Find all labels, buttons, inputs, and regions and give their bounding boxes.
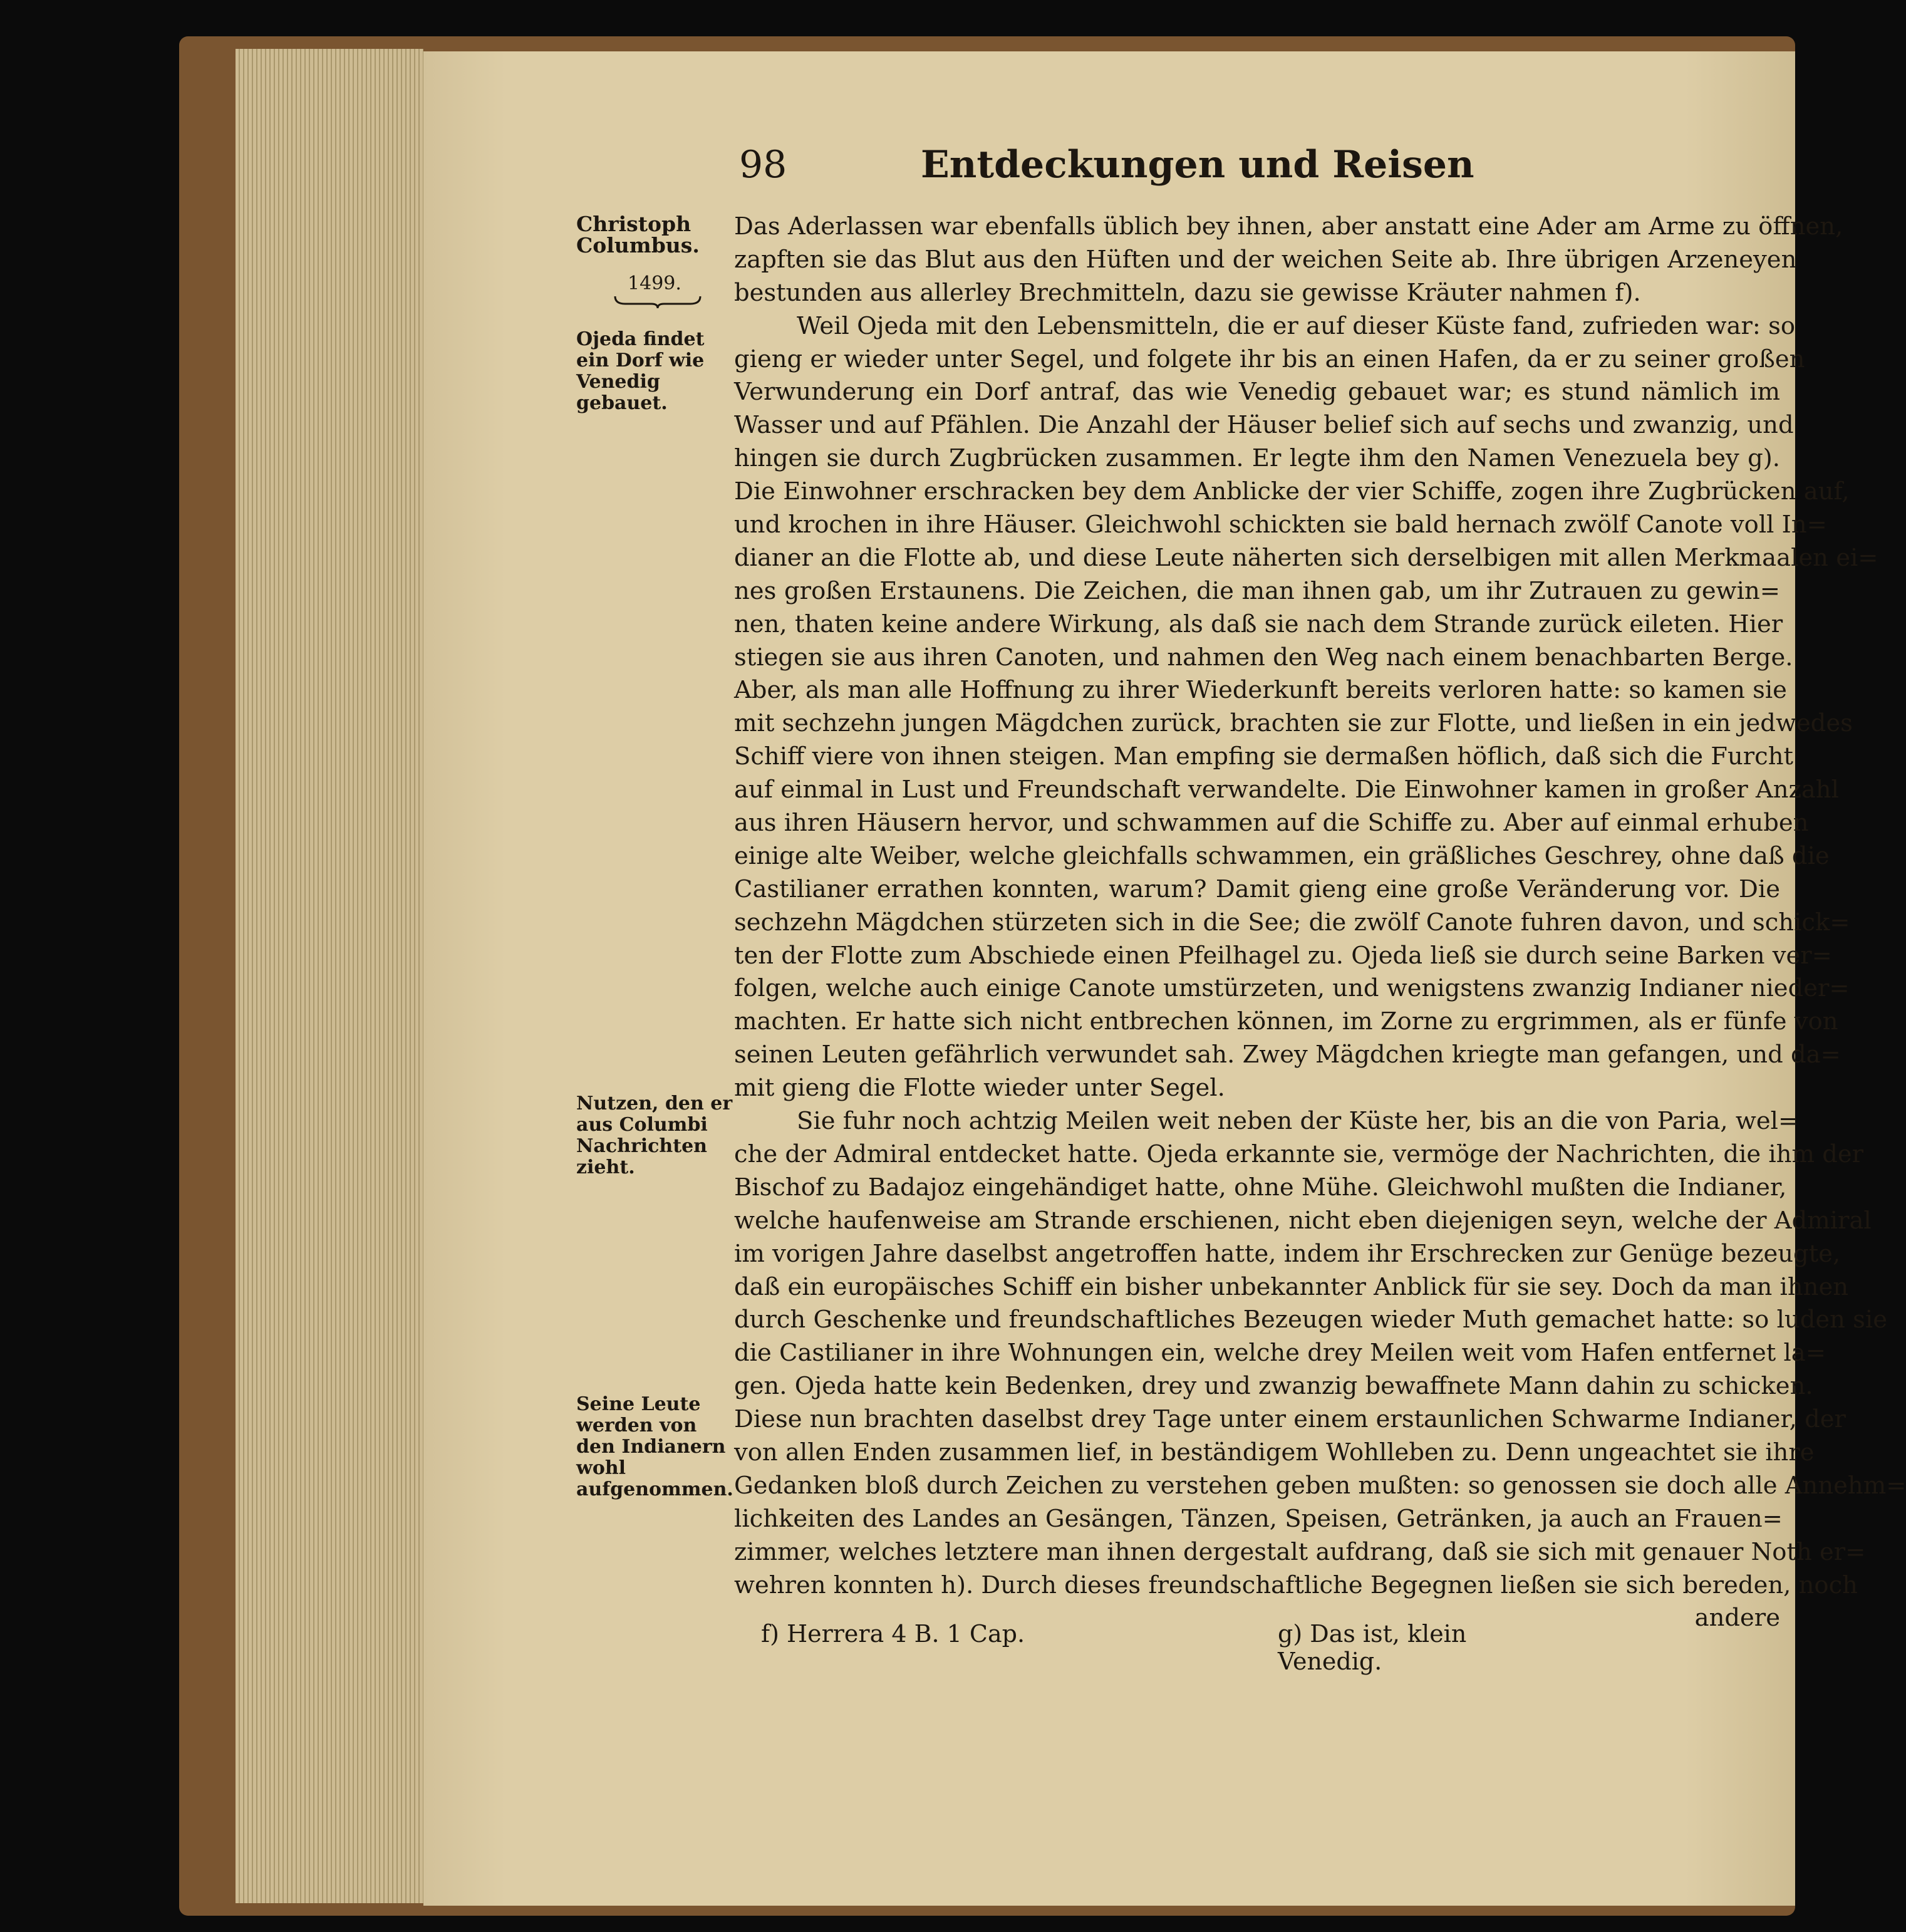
text-line: folgen, welche auch einige Canote umstürzeten, und wenigstens zwanzig Indianer nieder= xyxy=(734,974,1850,1003)
catchword: andere xyxy=(1694,1604,1780,1633)
text-line: dianer an die Flotte ab, und diese Leute näherten sich derselbigen mit allen Merkmaalen ei= xyxy=(734,543,1878,572)
text-line: stiegen sie aus ihren Canoten, und nahmen den Weg nach einem benachbarten Berge. xyxy=(734,643,1793,672)
footnote-g: g) Das ist, klein Venedig. xyxy=(1278,1620,1467,1675)
text-line: Castilianer errathen konnten, warum? Damit gieng eine große Veränderung vor. Die xyxy=(734,875,1780,903)
text-line: gieng er wieder unter Segel, und folgete ihr bis an einen Hafen, da er zu seiner großen xyxy=(734,345,1805,373)
margin-year xyxy=(576,273,733,310)
text-line: che der Admiral entdecket hatte. Ojeda erkannte sie, vermöge der Nachrichten, die ihm der xyxy=(734,1140,1864,1168)
text-line: Die Einwohner erschracken bey dem Anblicke der vier Schiffe, zogen ihre Zugbrücken auf, xyxy=(734,477,1850,506)
margin-year-text: 1499. xyxy=(628,273,681,294)
text-line: wehren konnten h). Durch dieses freundschaftliche Begegnen ließen sie sich bereden, noch xyxy=(734,1571,1858,1599)
brace-icon xyxy=(614,295,702,309)
text-line: von allen Enden zusammen lief, in beständigem Wohlleben zu. Denn ungeachtet sie ihre xyxy=(734,1438,1815,1467)
text-line: Das Aderlassen war ebenfalls üblich bey ihnen, aber anstatt eine Ader am Arme zu öffnen, xyxy=(734,212,1843,241)
text-line: daß ein europäisches Schiff ein bisher unbekannter Anblick für sie sey. Doch da man ihnen xyxy=(734,1272,1849,1301)
text-line: mit sechzehn jungen Mägdchen zurück, brachten sie zur Flotte, und ließen in ein jedwedes xyxy=(734,709,1853,738)
text-line: einige alte Weiber, welche gleichfalls schwammen, ein gräßliches Geschrey, ohne daß die xyxy=(734,841,1830,870)
footnote-f: f) Herrera 4 B. 1 Cap. xyxy=(761,1620,1025,1648)
text-line: Diese nun brachten daselbst drey Tage unter einem erstaunlichen Schwarme Indianer, der xyxy=(734,1405,1846,1434)
page-edges xyxy=(236,49,423,1903)
text-line: bestunden aus allerley Brechmitteln, dazu sie gewisse Kräuter nahmen f). xyxy=(734,278,1641,307)
text-line: Bischof zu Badajoz eingehändiget hatte, ohne Mühe. Gleichwohl mußten die Indianer, xyxy=(734,1173,1787,1202)
page-number: 98 xyxy=(739,143,787,187)
text-line: zimmer, welches letztere man ihnen dergestalt aufdrang, daß sie sich mit genauer Noth er= xyxy=(734,1537,1866,1566)
text-line: Verwunderung ein Dorf antraf, das wie Venedig gebauet war; es stund nämlich im xyxy=(734,378,1780,407)
text-line: die Castilianer in ihre Wohnungen ein, welche drey Meilen weit vom Hafen entfernet la= xyxy=(734,1339,1826,1368)
text-line: ten der Flotte zum Abschiede einen Pfeilhagel zu. Ojeda ließ sie durch seine Barken ver= xyxy=(734,941,1832,970)
text-line: Sie fuhr noch achtzig Meilen weit neben der Küste her, bis an die von Paria, wel= xyxy=(797,1107,1799,1136)
running-title: Entdeckungen und Reisen xyxy=(921,143,1474,187)
text-line: durch Geschenke und freundschaftliches Bezeugen wieder Muth gemachet hatte: so luden sie xyxy=(734,1306,1888,1334)
margin-author: Christoph Columbus. xyxy=(576,212,700,257)
text-line: machten. Er hatte sich nicht entbrechen können, im Zorne zu ergrimmen, als er fünfe von xyxy=(734,1007,1838,1036)
text-line: Schiff viere von ihnen steigen. Man empfing sie dermaßen höflich, daß sich die Furcht xyxy=(734,742,1793,771)
text-line: welche haufenweise am Strande erschienen, nicht eben diejenigen seyn, welche der Admiral xyxy=(734,1206,1872,1235)
text-line: zapften sie das Blut aus den Hüften und der weichen Seite ab. Ihre übrigen Arzeneyen xyxy=(734,245,1797,274)
body-text xyxy=(734,210,1906,1635)
text-line: hingen sie durch Zugbrücken zusammen. Er legte ihm den Namen Venezuela bey g). xyxy=(734,444,1780,473)
text-line: mit gieng die Flotte wieder unter Segel. xyxy=(734,1074,1225,1103)
page-header xyxy=(739,139,1474,195)
text-line: Wasser und auf Pfählen. Die Anzahl der Häuser belief sich auf sechs und zwanzig, und xyxy=(734,411,1794,440)
text-line: Weil Ojeda mit den Lebensmitteln, die er auf dieser Küste fand, zufrieden war: so xyxy=(797,311,1796,340)
text-line: und krochen in ihre Häuser. Gleichwohl schickten sie bald hernach zwölf Canote voll In= xyxy=(734,511,1827,539)
text-line: seinen Leuten gefährlich verwundet sah. Zwey Mägdchen kriegte man gefangen, und da= xyxy=(734,1041,1841,1069)
text-line: gen. Ojeda hatte kein Bedenken, drey und zwanzig bewaffnete Mann dahin zu schicken. xyxy=(734,1372,1813,1401)
margin-note-ojeda: Ojeda findet ein Dorf wie Venedig gebauet. xyxy=(576,328,705,414)
text-line: nes großen Erstaunens. Die Zeichen, die man ihnen gab, um ihr Zutrauen zu gewin= xyxy=(734,576,1780,605)
text-line: Gedanken bloß durch Zeichen zu verstehen geben mußten: so genossen sie doch alle Annehm= xyxy=(734,1471,1906,1500)
text-line: im vorigen Jahre daselbst angetroffen hatte, indem ihr Erschrecken zur Genüge bezeugte, xyxy=(734,1239,1841,1268)
text-line: Aber, als man alle Hoffnung zu ihrer Wiederkunft bereits verloren hatte: so kamen sie xyxy=(734,676,1787,705)
text-line: aus ihren Häusern hervor, und schwammen auf die Schiffe zu. Aber auf einmal erhuben xyxy=(734,809,1809,838)
text-line: sechzehn Mägdchen stürzeten sich in die See; die zwölf Canote fuhren davon, und schick= xyxy=(734,908,1850,937)
text-line: nen, thaten keine andere Wirkung, als daß sie nach dem Strande zurück eileten. Hier xyxy=(734,610,1783,638)
text-line: auf einmal in Lust und Freundschaft verwandelte. Die Einwohner kamen in großer Anzahl xyxy=(734,776,1839,804)
footnotes xyxy=(761,1620,1575,1675)
margin-note-nutzen: Nutzen, den er aus Columbi Nachrichten zieht. xyxy=(576,1093,733,1178)
margin-note-leute: Seine Leute werden von den Indianern wohl aufgenommen. xyxy=(576,1393,733,1500)
text-line: lichkeiten des Landes an Gesängen, Tänzen, Speisen, Getränken, ja auch an Frauen= xyxy=(734,1504,1783,1533)
